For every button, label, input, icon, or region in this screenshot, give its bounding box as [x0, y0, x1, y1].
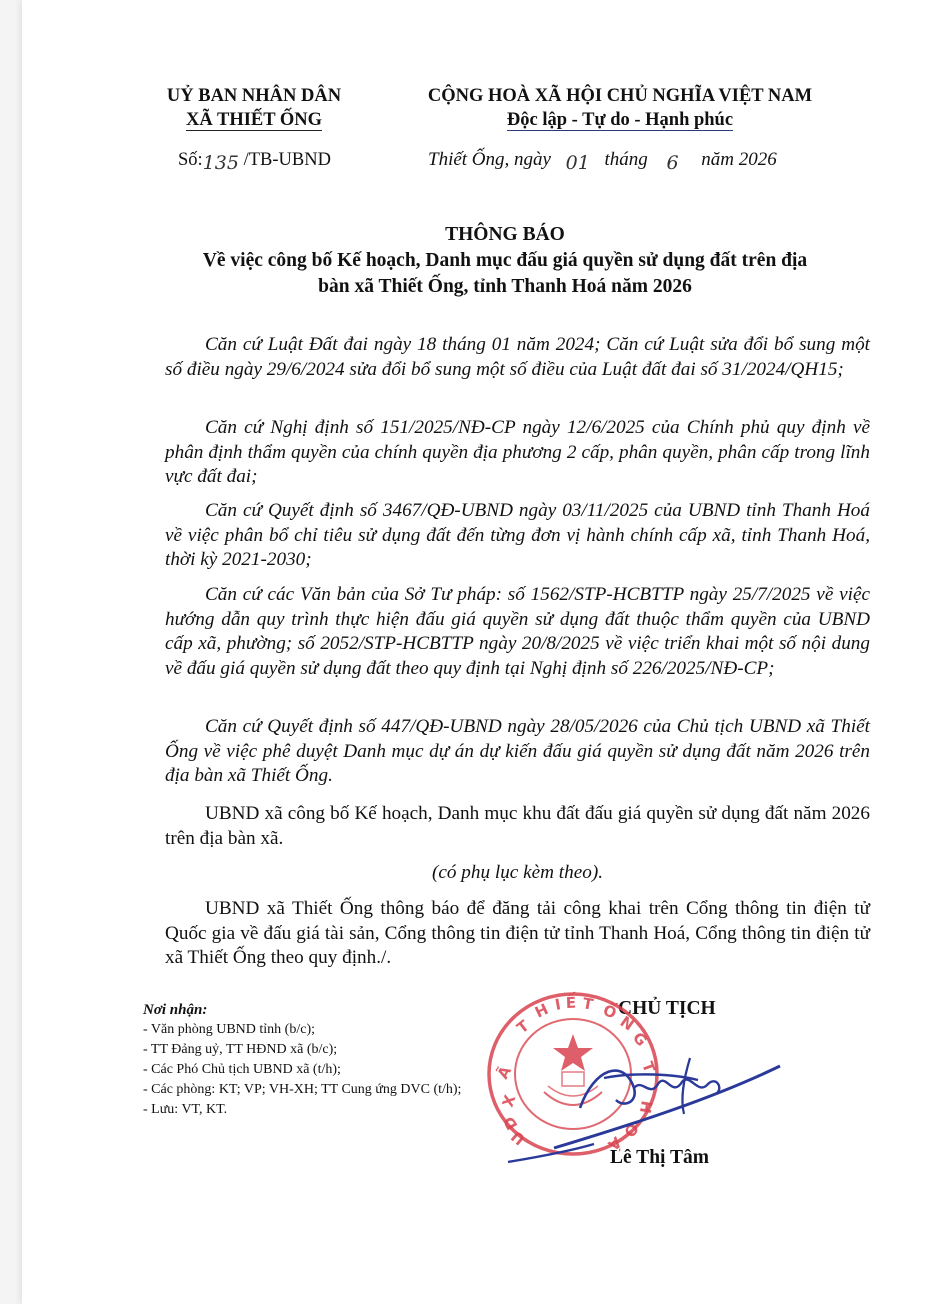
- title-main: THÔNG BÁO: [445, 224, 565, 245]
- recipient-item: - Văn phòng UBND tỉnh (b/c);: [143, 1022, 315, 1037]
- org-name-line2: XÃ THIẾT ỐNG: [185, 110, 323, 130]
- recipients-block: [143, 1000, 483, 1120]
- document-page: [22, 0, 952, 1304]
- document-date: [428, 146, 777, 173]
- appendix-note: (có phụ lục kèm theo).: [431, 862, 604, 883]
- recipients-heading: Nơi nhận:: [143, 1002, 208, 1018]
- date-year: năm 2026: [701, 149, 777, 170]
- svg-text:Ố: Ố: [600, 1001, 620, 1023]
- nation-name: CỘNG HOÀ XÃ HỘI CHỦ NGHĨA VIỆT NAM: [427, 86, 813, 106]
- notice-title: [142, 222, 868, 300]
- national-motto: [392, 84, 848, 132]
- legal-basis-4: Căn cứ các Văn bản của Sở Tư pháp: số 1562/STP-HCBTTP ngày 25/7/2025 về việc hướng dẫn quy trình thực hiện đấu giá quyền sử dụng đất thuộc thẩm quyền của UBND cấp xã, phường; số 2052/STP-HCBTTP ngày 20/8/2025 về việc triển khai một số nội dung về đấu giá quyền sử dụng đất theo quy định tại Nghị định số 226/2025/NĐ-CP;: [165, 584, 870, 679]
- svg-text:O: O: [620, 1120, 643, 1141]
- issuing-org: [142, 84, 366, 132]
- svg-text:T: T: [513, 1016, 533, 1038]
- org-name-line1: UỶ BAN NHÂN DÂN: [166, 86, 342, 106]
- date-prefix: Thiết Ống, ngày: [428, 149, 551, 170]
- publication-paragraph: UBND xã Thiết Ống thông báo để đăng tải công khai trên Cổng thông tin điện tử Quốc gia về đấu giá tài sản, Cổng thông tin điện tử tỉnh Thanh Hoá, Cổng thông tin điện tử xã Thiết Ống theo quy định./.: [165, 898, 870, 969]
- svg-text:U: U: [507, 1127, 529, 1149]
- svg-text:T: T: [638, 1059, 659, 1075]
- legal-basis-2: Căn cứ Nghị định số 151/2025/NĐ-CP ngày 12/6/2025 của Chính phủ quy định về phân định thẩm quyền của chính quyền địa phương 2 cấp, phân quyền, phân cấp trong lĩnh vực đất đai;: [165, 417, 870, 488]
- recipient-item: - TT Đảng uỷ, TT HĐND xã (b/c);: [143, 1042, 338, 1057]
- svg-text:Á: Á: [604, 1132, 625, 1155]
- svg-text:H: H: [635, 1099, 656, 1115]
- svg-text:N: N: [616, 1012, 638, 1035]
- document-number: [178, 146, 331, 173]
- number-prefix: Số:: [178, 150, 203, 170]
- motto-line: Độc lập - Tự do - Hạnh phúc: [506, 110, 734, 130]
- svg-text:Ế: Ế: [565, 993, 577, 1012]
- svg-text:H: H: [532, 1000, 552, 1022]
- number-suffix: /TB-UBND: [243, 150, 331, 170]
- legal-basis-1: Căn cứ Luật Đất đai ngày 18 tháng 01 năm 2024; Căn cứ Luật sửa đổi bổ sung một số điều ngày 29/6/2024 sửa đổi bổ sung một số điều của Luật đất đai số 31/2024/QH15;: [165, 334, 870, 380]
- svg-text:I: I: [553, 995, 563, 1014]
- date-day: 01: [565, 152, 590, 174]
- title-sub-line2: bàn xã Thiết Ống, tỉnh Thanh Hoá năm 2026: [318, 276, 692, 297]
- legal-basis-3: Căn cứ Quyết định số 3467/QĐ-UBND ngày 03/11/2025 của UBND tỉnh Thanh Hoá về việc phân bổ chỉ tiêu sử dụng đất đến từng đơn vị hành chính cấp xã, tỉnh Thanh Hoá, thời kỳ 2021-2030;: [165, 500, 870, 571]
- recipient-item: - Các Phó Chủ tịch UBND xã (t/h);: [143, 1062, 341, 1077]
- svg-text:G: G: [629, 1028, 651, 1050]
- signer-title: CHỦ TỊCH: [618, 998, 716, 1019]
- svg-text:D: D: [499, 1113, 522, 1133]
- announcement-paragraph: UBND xã công bố Kế hoạch, Danh mục khu đất đấu giá quyền sử dụng đất năm 2026 trên địa bàn xã.: [165, 803, 870, 849]
- title-sub-line1: Về việc công bố Kế hoạch, Danh mục đấu giá quyền sử dụng đất trên địa: [202, 250, 808, 271]
- signer-name: Lê Thị Tâm: [610, 1147, 709, 1168]
- svg-text:T: T: [581, 994, 595, 1014]
- number-handwritten: 135: [202, 152, 239, 174]
- date-month: 6: [666, 152, 679, 174]
- date-month-label: tháng: [604, 149, 648, 170]
- svg-text:X: X: [498, 1092, 520, 1110]
- recipient-item: - Các phòng: KT; VP; VH-XH; TT Cung ứng DVC (t/h);: [143, 1082, 462, 1097]
- legal-basis-5: Căn cứ Quyết định số 447/QĐ-UBND ngày 28/05/2026 của Chủ tịch UBND xã Thiết Ống về việc phê duyệt Danh mục dự án dự kiến đấu giá quyền sử dụng đất năm 2026 trên địa bàn xã Thiết Ống.: [165, 716, 870, 787]
- recipient-item: - Lưu: VT, KT.: [143, 1102, 228, 1117]
- svg-text:Ã: Ã: [493, 1063, 515, 1082]
